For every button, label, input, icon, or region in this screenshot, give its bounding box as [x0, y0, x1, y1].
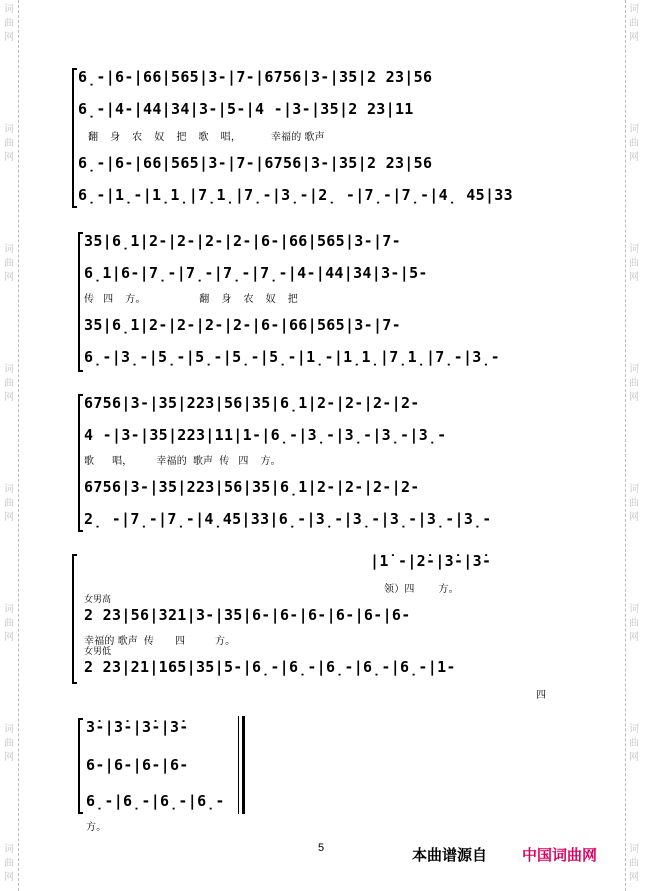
system-bracket [78, 232, 80, 372]
watermark-char: 曲 [4, 378, 14, 389]
voice-label-upper: 女男高 [84, 594, 112, 604]
watermark-char: 网 [629, 392, 639, 403]
staff-row-bass: 2̣ -|7̣-|7̣-|4̣45|33|6̣-|3̣-|3̣-|3̣-|3̣-|3̣- [84, 510, 492, 528]
watermark-char: 曲 [629, 18, 639, 29]
system-bracket [72, 554, 74, 684]
watermark-char: 词 [4, 844, 14, 855]
watermark-char: 曲 [629, 738, 639, 749]
solo-row: |1̇ -|2̇-|3̇-|3̇- [370, 552, 492, 570]
staff-row-bass: 6̣-|3̣-|5̣-|5̣-|5̣-|5̣-|1̣-|1̣1̣|7̣1̣|7̣-|3̣- [84, 348, 500, 366]
staff-row-bass: 6̣-|1̣-|1̣1̣|7̣1̣|7̣-|3̣-|2̣ -|7̣-|7̣-|4̣ 45|33 [78, 186, 513, 204]
watermark-char: 网 [4, 152, 14, 163]
staff-row-tenor: 6̣-|6-|66|565|3-|7-|6756|3-|35|2 23|56 [78, 154, 433, 172]
watermark-char: 曲 [4, 858, 14, 869]
solo-lyric-line: 领）四 方。 [384, 584, 459, 595]
watermark-char: 网 [629, 512, 639, 523]
page-number: 5 [318, 842, 325, 854]
staff-row-lower: 2 23|21|165|35|5-|6̣-|6̣-|6̣-|6̣-|6̣-|1- [84, 658, 456, 676]
score-system-4 [0, 548, 645, 701]
watermark-char: 网 [629, 32, 639, 43]
watermark-char: 网 [4, 512, 14, 523]
watermark-char: 曲 [4, 138, 14, 149]
watermark-char: 词 [629, 604, 639, 615]
score-system-2 [0, 228, 645, 378]
watermark-char: 网 [4, 872, 14, 883]
final-barline-thick [242, 716, 245, 814]
watermark-char: 网 [4, 32, 14, 43]
watermark-char: 词 [629, 124, 639, 135]
watermark-char: 词 [629, 484, 639, 495]
score-system-3 [0, 390, 645, 540]
score-system-5 [0, 714, 645, 834]
staff-row-soprano: 6̣-|6-|66|565|3-|7-|6756|3-|35|2 23|56 [78, 68, 433, 86]
staff-row-3: 6̣-|6̣-|6̣-|6̣- [86, 792, 225, 810]
voice-label-lower: 女男低 [84, 646, 112, 656]
watermark-char: 词 [629, 364, 639, 375]
watermark-char: 词 [4, 364, 14, 375]
staff-row-2: 6-|6-|6-|6- [86, 756, 189, 774]
staff-row-soprano: 35|6̣1|2-|2-|2-|2-|6-|66|565|3-|7- [84, 232, 401, 250]
lyric-line-upper: 幸福的 歌声 传 四 方。 [84, 636, 236, 647]
score-system-1 [0, 62, 645, 212]
system-bracket [72, 68, 74, 208]
lyric-line: 方。 [86, 822, 107, 833]
staff-row-alto: 6̣1|6-|7̣-|7̣-|7̣-|7̣-|4-|44|34|3-|5- [84, 264, 428, 282]
staff-row-soprano: 6756|3-|35|223|56|35|6̣1|2-|2-|2-|2- [84, 394, 420, 412]
watermark-char: 网 [629, 152, 639, 163]
site-name[interactable]: 中国词曲网 [522, 847, 598, 864]
watermark-char: 词 [629, 724, 639, 735]
watermark-char: 词 [4, 244, 14, 255]
staff-row-alto: 6̣-|4-|44|34|3-|5-|4 -|3-|35|2 23|11 [78, 100, 414, 118]
watermark-char: 曲 [629, 258, 639, 269]
staff-row-alto: 4 -|3-|35|223|11|1-|6̣-|3̣-|3̣-|3̣-|3̣- [84, 426, 447, 444]
watermark-char: 词 [4, 484, 14, 495]
watermark-char: 网 [4, 272, 14, 283]
watermark-char: 曲 [629, 498, 639, 509]
watermark-char: 词 [629, 244, 639, 255]
watermark-char: 网 [629, 272, 639, 283]
watermark-char: 曲 [4, 258, 14, 269]
lyric-line: 歌 唱， 幸福的 歌声 传 四 方。 [84, 456, 281, 467]
source-label: 本曲谱源自 [412, 847, 488, 864]
lyric-line: 传 四 方。 翻 身 农 奴 把 [84, 294, 298, 305]
watermark-char: 曲 [4, 618, 14, 629]
watermark-char: 曲 [4, 498, 14, 509]
staff-row-tenor: 6756|3-|35|223|56|35|6̣1|2-|2-|2-|2- [84, 478, 420, 496]
watermark-char: 词 [4, 124, 14, 135]
system-bracket [78, 394, 80, 532]
watermark-char: 词 [4, 4, 14, 15]
lyric-line-lower: 四 [536, 690, 547, 701]
watermark-char: 曲 [629, 858, 639, 869]
final-barline-thin [238, 716, 239, 814]
watermark-char: 网 [629, 872, 639, 883]
watermark-char: 词 [629, 4, 639, 15]
watermark-char: 曲 [4, 738, 14, 749]
watermark-char: 网 [4, 632, 14, 643]
staff-row-1: 3̇-|3̇-|3̇-|3̇- [86, 718, 189, 736]
system-bracket [78, 718, 80, 814]
watermark-char: 曲 [4, 18, 14, 29]
watermark-char: 词 [629, 844, 639, 855]
watermark-char: 曲 [629, 138, 639, 149]
watermark-char: 网 [629, 632, 639, 643]
watermark-char: 词 [4, 724, 14, 735]
watermark-char: 网 [4, 752, 14, 763]
watermark-char: 词 [4, 604, 14, 615]
staff-row-tenor: 35|6̣1|2-|2-|2-|2-|6-|66|565|3-|7- [84, 316, 401, 334]
watermark-char: 曲 [629, 378, 639, 389]
watermark-char: 网 [4, 392, 14, 403]
lyric-line: 翻 身 农 奴 把 歌 唱， 幸福的 歌声 [82, 132, 325, 143]
staff-row-upper: 2 23|56|321|3-|35|6-|6-|6-|6-|6-|6- [84, 606, 411, 624]
watermark-char: 网 [629, 752, 639, 763]
watermark-char: 曲 [629, 618, 639, 629]
